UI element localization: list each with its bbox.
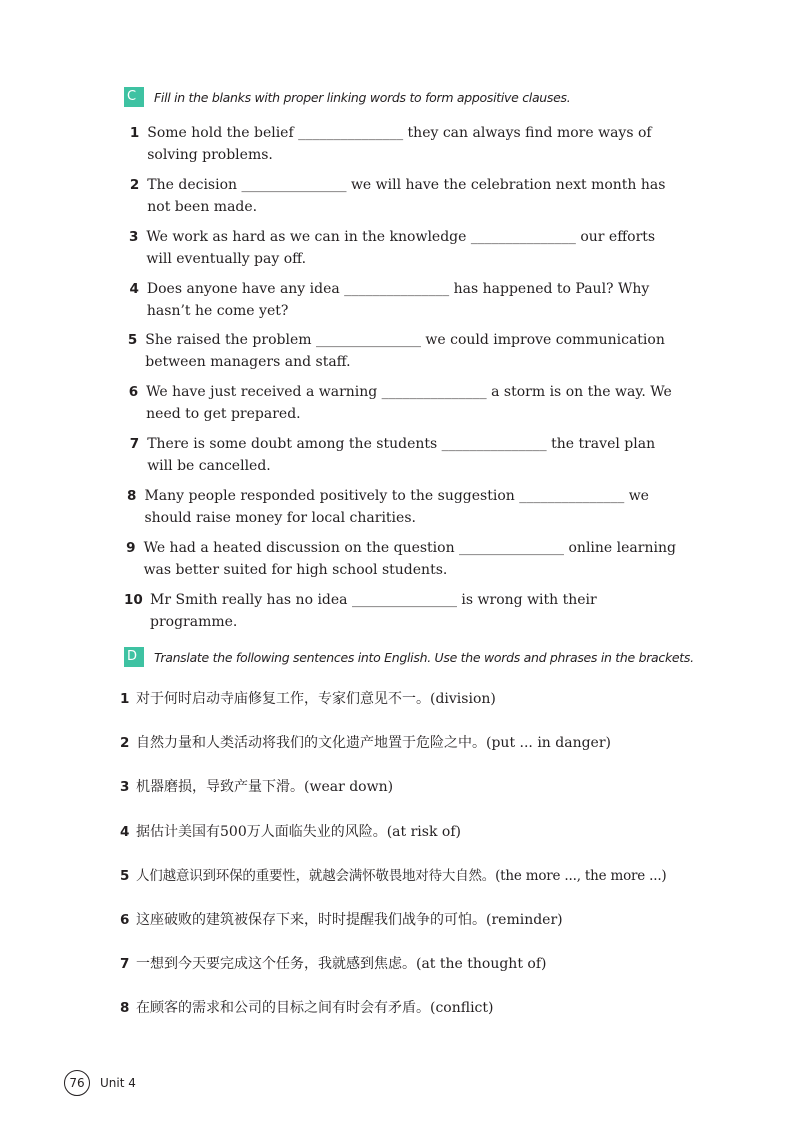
d-item-text: 人们越意识到环保的重要性，就越会满怀敬畏地对待大自然。(the more ..., the more ...) bbox=[136, 868, 667, 884]
c-item bbox=[124, 122, 684, 166]
d-item-number: 4 bbox=[120, 824, 130, 840]
d-item-number: 1 bbox=[120, 691, 130, 707]
d-item bbox=[120, 821, 720, 843]
c-item-text: Does anyone have any idea _______________ has happened to Paul? Why hasn’t he come yet? bbox=[146, 281, 650, 319]
c-item-text: There is some doubt among the students _______________ the travel plan will be cancelled. bbox=[147, 436, 656, 474]
c-item bbox=[124, 174, 684, 218]
c-item-number: 9 bbox=[126, 540, 136, 556]
d-item-number: 8 bbox=[120, 1000, 130, 1016]
d-item-number: 6 bbox=[120, 912, 130, 928]
d-item-number: 2 bbox=[120, 735, 130, 751]
unit-label: Unit 4 bbox=[100, 1076, 136, 1090]
page-number: 76 bbox=[64, 1070, 90, 1096]
d-item bbox=[120, 997, 720, 1019]
c-item-text: We have just received a warning _______________ a storm is on the way. We need to get prepared. bbox=[146, 384, 672, 422]
c-item bbox=[124, 329, 684, 373]
d-item-text: 在顾客的需求和公司的目标之间有时会有矛盾。(conflict) bbox=[136, 1000, 494, 1016]
c-item bbox=[124, 537, 684, 581]
section-c-badge: C bbox=[124, 87, 144, 107]
section-d-instruction: Translate the following sentences into English. Use the words and phrases in the brackets. bbox=[154, 649, 694, 665]
c-item bbox=[124, 226, 684, 270]
c-item-text: The decision _______________ we will have the celebration next month has not been made. bbox=[147, 177, 666, 215]
d-item-text: 这座破败的建筑被保存下来，时时提醒我们战争的可怕。(reminder) bbox=[136, 912, 563, 928]
c-item-number: 5 bbox=[127, 332, 138, 348]
section-d-badge: D bbox=[124, 647, 144, 667]
d-item-text: 据估计美国有500万人面临失业的风险。(at risk of) bbox=[136, 824, 461, 840]
c-item-number: 3 bbox=[128, 229, 139, 245]
c-item-text: Mr Smith really has no idea _______________ is wrong with their programme. bbox=[150, 592, 597, 630]
d-item bbox=[120, 732, 720, 754]
c-item-text: We had a heated discussion on the question _______________ online learning was better suited for high school students. bbox=[143, 540, 676, 578]
section-c-header bbox=[124, 87, 570, 107]
c-item-number: 1 bbox=[129, 125, 140, 141]
c-item-text: We work as hard as we can in the knowledge _______________ our efforts will eventually pay off. bbox=[146, 229, 656, 267]
d-item bbox=[120, 909, 720, 931]
c-item bbox=[124, 433, 684, 477]
page-footer bbox=[64, 1070, 136, 1096]
c-item bbox=[124, 278, 684, 322]
c-item bbox=[124, 381, 684, 425]
d-item bbox=[120, 776, 720, 798]
c-item-number: 6 bbox=[128, 384, 139, 400]
d-item-text: 对于何时启动寺庙修复工作，专家们意见不一。(division) bbox=[136, 691, 496, 707]
d-item bbox=[120, 953, 720, 975]
section-d-header bbox=[124, 647, 694, 667]
d-item-text: 一想到今天要完成这个任务，我就感到焦虑。(at the thought of) bbox=[136, 956, 547, 972]
d-item bbox=[120, 688, 720, 710]
c-item-number: 4 bbox=[129, 281, 139, 297]
d-item-text: 自然力量和人类活动将我们的文化遗产地置于危险之中。(put ... in danger) bbox=[136, 735, 611, 751]
c-item-number: 10 bbox=[124, 592, 143, 608]
c-item bbox=[124, 589, 684, 633]
c-item-number: 8 bbox=[127, 488, 137, 504]
c-item-number: 2 bbox=[129, 177, 140, 193]
d-item bbox=[120, 865, 720, 887]
c-item-number: 7 bbox=[129, 436, 140, 452]
c-item-text: Some hold the belief _______________ they can always find more ways of solving problems. bbox=[147, 125, 652, 163]
d-item-number: 5 bbox=[120, 868, 130, 884]
d-item-text: 机器磨损，导致产量下滑。(wear down) bbox=[136, 779, 394, 795]
c-item bbox=[124, 485, 684, 529]
c-item-text: She raised the problem _______________ we could improve communication between managers and staff. bbox=[145, 332, 665, 370]
section-c-instruction: Fill in the blanks with proper linking words to form appositive clauses. bbox=[154, 89, 571, 105]
c-item-text: Many people responded positively to the suggestion _______________ we should raise money for local charities. bbox=[144, 488, 649, 526]
d-item-number: 7 bbox=[120, 956, 130, 972]
d-item-number: 3 bbox=[120, 779, 130, 795]
